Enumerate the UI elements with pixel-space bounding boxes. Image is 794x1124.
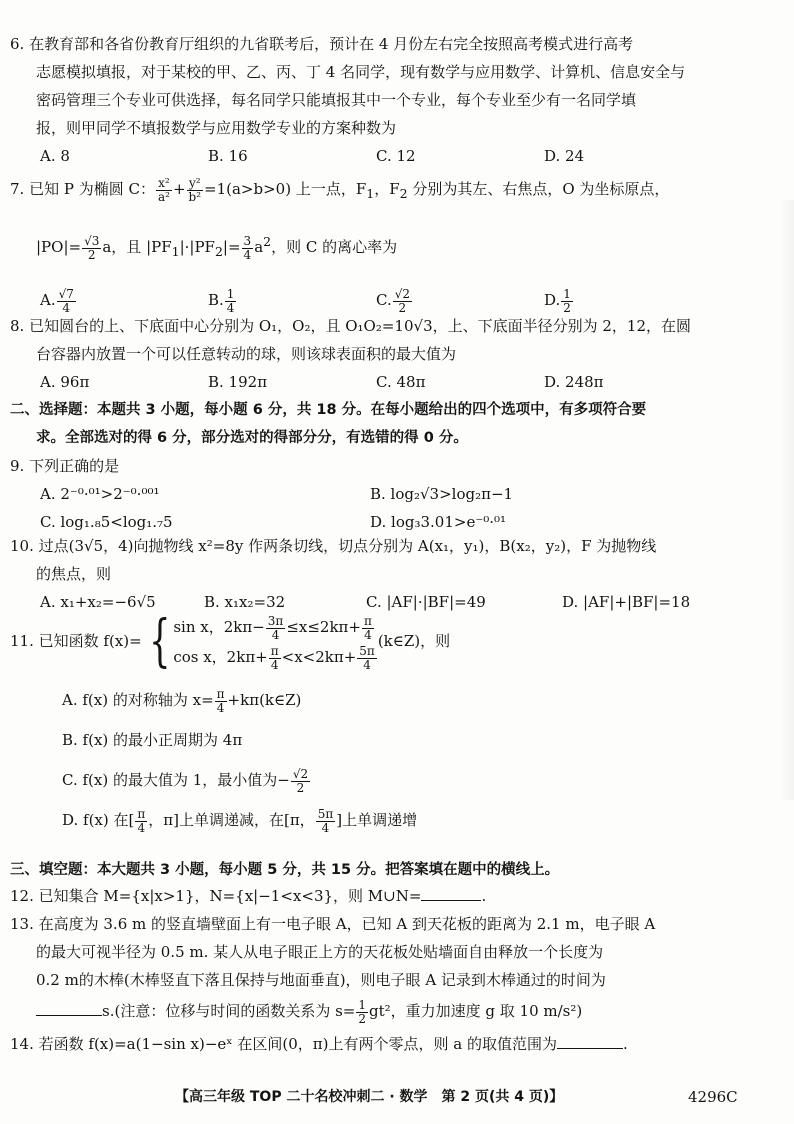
- q10-option-b: B. x₁x₂=32: [204, 593, 286, 611]
- q11-stem: 11. 已知函数 f(x)= { sin x，2kπ− $\frac{3\pi}{4}$ ≤x≤2kπ+ $\frac{\pi}{4}$ cos x，2kπ+ $\frac{\pi}{4}$ <x<2kπ+ $\frac{5\pi}{4}$ (k∈Z)，则: [10, 609, 451, 674]
- question-14: [10, 1030, 732, 1058]
- q8-line1: 8. 已知圆台的上、下底面中心分别为 O₁，O₂，且 O₁O₂=10√3，上、下底面半径分别为 2，12，在圆: [10, 317, 692, 335]
- q8-line2: 台容器内放置一个可以任意转动的球，则该球表面积的最大值为: [36, 345, 457, 363]
- question-10: [10, 532, 732, 616]
- q9-option-d: D. log₃3.01>e⁻⁰·⁰¹: [370, 513, 507, 531]
- question-6: [10, 30, 732, 170]
- q7-option-b: B. $\frac{1}{4}$: [208, 286, 235, 315]
- q14-text: 14. 若函数 f(x)=a(1−sin x)−eˣ 在区间(0，π)上有两个零点，则 a 的取值范围为 .: [10, 1030, 732, 1058]
- q12-answer-blank[interactable]: [421, 884, 481, 901]
- frac-3-4: $\frac{3}{4}$: [243, 233, 252, 262]
- q13-line3: 0.2 m的木棒(木棒竖直下落且保持与地面垂直)，则电子眼 A 记录到木棒通过的时间为: [36, 971, 606, 989]
- q7-line1: 7. 已知 P 为椭圆 C： $\frac{\text{x²}}{\text{a²}}$ + $\frac{\text{y²}}{\text{b²}}$ =1(a>b>0) 上一点，$F_1$，$F_2$ 分别为其左、右焦点，O 为坐标原点，: [10, 175, 670, 204]
- q10-option-c: C. |AF|·|BF|=49: [366, 593, 486, 611]
- q11-option-c: C. f(x) 的最大值为 1，最小值为− $\frac{√2}{2}$: [62, 766, 309, 795]
- q11-options: [10, 680, 732, 840]
- q6-options: [10, 142, 732, 170]
- q6-line3: 密码管理三个专业可供选择，每名同学只能填报其中一个专业，每个专业至少有一名同学填: [36, 91, 637, 109]
- sec2-line2: 求。全部选对的得 6 分，部分选对的得部分分，有选错的得 0 分。: [36, 430, 468, 446]
- q10-line1: 10. 过点(3√5，4)向抛物线 x²=8y 作两条切线，切点分别为 A(x₁，y₁)，B(x₂，y₂)，F 为抛物线: [10, 537, 657, 555]
- q6-option-b: B. 16: [208, 147, 248, 165]
- frac-x2-a2: $\frac{\text{x²}}{\text{a²}}$: [157, 175, 170, 204]
- q7-option-c: C. $\frac{√2}{2}$: [376, 286, 410, 315]
- frac-sqrt3-2: $\frac{√3}{2}$: [84, 233, 100, 262]
- scan-shadow: [780, 200, 794, 800]
- q6-line2: 志愿模拟填报，对于某校的甲、乙、丙、丁 4 名同学，现有数学与应用数学、计算机、信息安全与: [36, 63, 686, 81]
- q8-options: [10, 368, 732, 396]
- question-7: [10, 172, 732, 317]
- q9-option-b: B. log₂√3>log₂π−1: [370, 485, 514, 503]
- case-2: cos x，2kπ+ $\frac{\pi}{4}$ <x<2kπ+ $\frac{5\pi}{4}$: [173, 643, 375, 672]
- q13-line1: 13. 在高度为 3.6 m 的竖直墙壁面上有一电子眼 A，已知 A 到天花板的距离为 2.1 m，电子眼 A: [10, 915, 656, 933]
- frac-y2-b2: $\frac{\text{y²}}{\text{b²}}$: [188, 175, 202, 204]
- q13-line4: s.(注意：位移与时间的函数关系为 s= $\frac{1}{2}$ gt²，重力加速度 g 取 10 m/s²): [10, 994, 732, 1028]
- q8-option-a: A. 96π: [40, 373, 90, 391]
- q8-option-b: B. 192π: [208, 373, 268, 391]
- page-footer: 【高三年级 TOP 二十名校冲刺二 · 数学 第 2 页(共 4 页)】: [175, 1089, 564, 1105]
- q11-option-b: B. f(x) 的最小正周期为 4π: [62, 731, 243, 749]
- q9-stem: 9. 下列正确的是: [10, 457, 120, 475]
- question-13: [10, 910, 732, 1028]
- question-8: [10, 312, 732, 396]
- q13-answer-blank[interactable]: [36, 999, 102, 1016]
- q13-line2: 的最大可视半径为 0.5 m. 某人从电子眼正上方的天花板处贴墙面自由释放一个长度为: [36, 943, 604, 961]
- paper-code: 4296C: [688, 1088, 738, 1106]
- q8-option-d: D. 248π: [544, 373, 604, 391]
- q10-option-a: A. x₁+x₂=−6√5: [40, 593, 156, 611]
- section-3-header: 三、填空题：本大题共 3 小题，每小题 5 分，共 15 分。把答案填在题中的横线上。: [10, 862, 560, 878]
- q8-option-c: C. 48π: [376, 373, 426, 391]
- q6-line1: 6. 在教育部和各省份教育厅组织的九省联考后，预计在 4 月份左右完全按照高考模式进行高考: [10, 35, 634, 53]
- question-9: [10, 452, 732, 536]
- q11-option-a: A. f(x) 的对称轴为 x= $\frac{\pi}{4}$ +kπ(k∈Z): [62, 686, 302, 715]
- q7-option-d: D. $\frac{1}{2}$: [544, 286, 571, 315]
- q7-line2: |PO|= $\frac{√3}{2}$ a，且 $|PF_1|\cdot|PF_2|=$ $\frac{3}{4}$ $a^2$，则 C 的离心率为: [36, 233, 398, 262]
- section-2-header: [10, 396, 732, 452]
- q10-line2: 的焦点，则: [36, 565, 112, 583]
- question-12: [10, 882, 732, 910]
- q9-options: [10, 480, 732, 536]
- q7-option-a: A. $\frac{√7}{4}$: [40, 286, 74, 315]
- q6-option-a: A. 8: [40, 147, 70, 165]
- q6-option-c: C. 12: [376, 147, 416, 165]
- q10-option-d: D. |AF|+|BF|=18: [562, 593, 691, 611]
- q9-option-a: A. 2⁻⁰·⁰¹>2⁻⁰·⁰⁰¹: [40, 485, 160, 503]
- q9-option-c: C. log₁.₈5<log₁.₇5: [40, 513, 173, 531]
- sec2-line1: 二、选择题：本题共 3 小题，每小题 6 分，共 18 分。在每小题给出的四个选项中，有多项符合要: [10, 402, 647, 418]
- q6-line4: 报，则甲同学不填报数学与应用数学专业的方案种数为: [36, 119, 397, 137]
- question-11: [10, 609, 732, 840]
- q14-answer-blank[interactable]: [557, 1032, 623, 1049]
- q11-option-d: D. f(x) 在[ $\frac{\pi}{4}$ ，π]上单调递减，在[π， $\frac{5\pi}{4}$ ]上单调递增: [62, 806, 418, 835]
- brace-symbol: {: [148, 609, 171, 674]
- q6-option-d: D. 24: [544, 147, 585, 165]
- case-1: sin x，2kπ− $\frac{3\pi}{4}$ ≤x≤2kπ+ $\frac{\pi}{4}$: [173, 613, 372, 642]
- q12-text: 12. 已知集合 M={x|x>1}，N={x|−1<x<3}，则 M∪N= .: [10, 882, 732, 910]
